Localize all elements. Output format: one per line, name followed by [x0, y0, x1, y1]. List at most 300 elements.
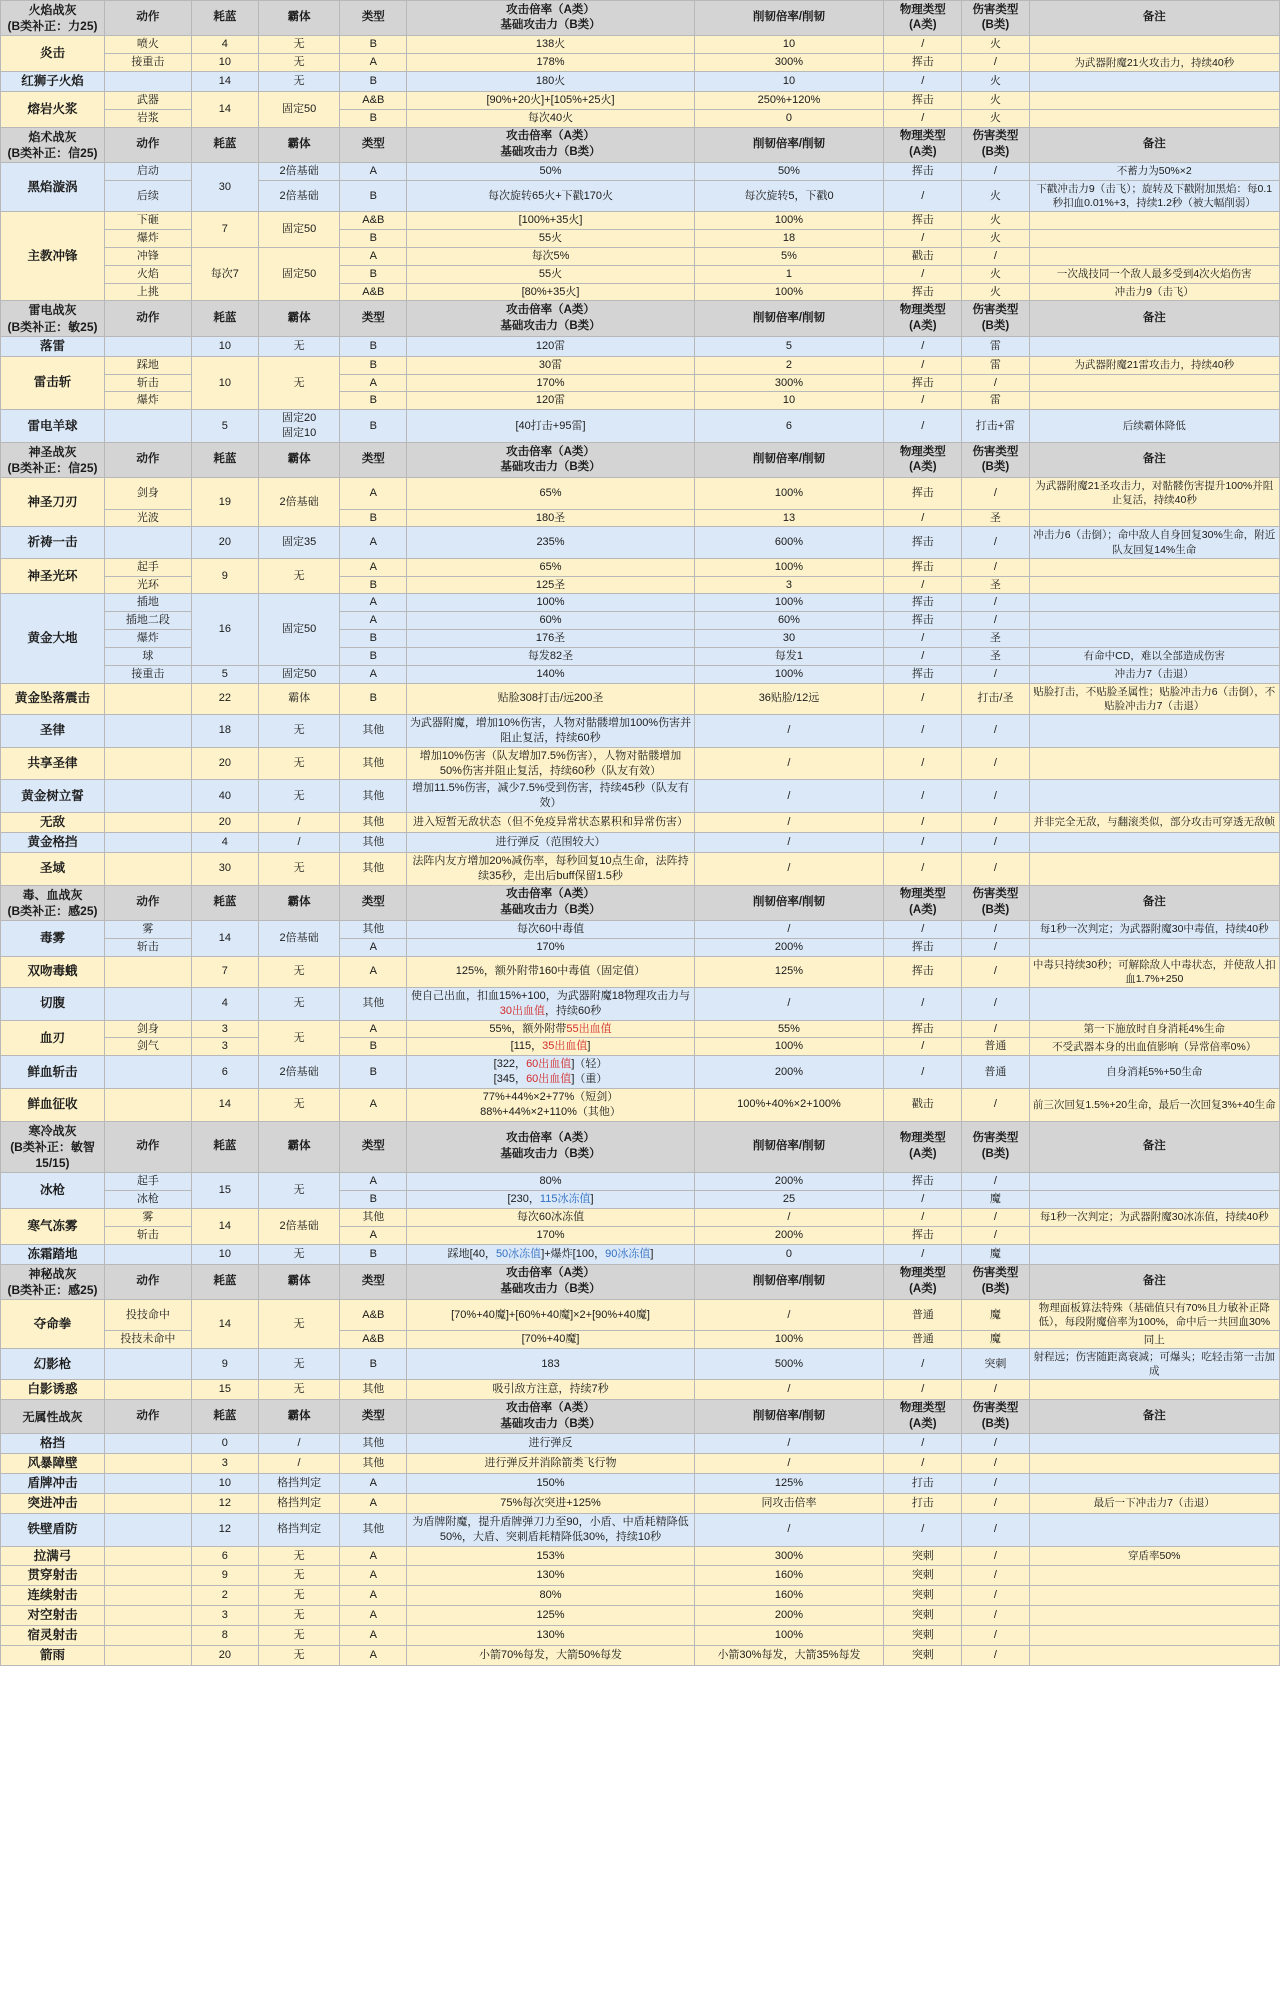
table-row [1, 212, 1280, 230]
cell-attack-value: 60% [407, 612, 694, 630]
cell-type: A [340, 163, 407, 181]
table-row [1, 1586, 1280, 1606]
cell-type: B [340, 509, 407, 527]
cell-fp-cost: 3 [191, 1454, 258, 1474]
cell-poise: 2倍基础 [258, 163, 339, 181]
section-header-row [1, 885, 1280, 920]
cell-note [1029, 576, 1279, 594]
cell-physical-type: / [884, 1244, 962, 1264]
cell-note: 同上 [1029, 1331, 1279, 1349]
cell-fp-cost: 3 [191, 1020, 258, 1038]
cell-fp-cost: 3 [191, 1606, 258, 1626]
cell-poise: 霸体 [258, 683, 339, 714]
cell-physical-type: / [884, 1513, 962, 1546]
cell-poise: 无 [258, 1626, 339, 1646]
cell-fp-cost: 每次7 [191, 247, 258, 301]
cell-damage-type: 火 [962, 36, 1029, 54]
cell-stagger-value: / [694, 715, 884, 748]
table-row [1, 683, 1280, 714]
cell-type: 其他 [340, 987, 407, 1020]
cell-attack-value: 130% [407, 1626, 694, 1646]
cell-stagger-value: / [694, 1380, 884, 1400]
skill-name: 黑焰漩涡 [1, 163, 105, 212]
cell-damage-type: 火 [962, 283, 1029, 301]
cell-poise: 固定50 [258, 91, 339, 127]
cell-damage-type: / [962, 715, 1029, 748]
cell-physical-type: 挥击 [884, 1226, 962, 1244]
cell-attack-value: 增加10%伤害（队友增加7.5%伤害），人物对骷髅增加50%伤害并阻止复活，持续60秒（队友有效） [407, 747, 694, 780]
table-row [1, 54, 1280, 72]
cell-damage-type: / [962, 1493, 1029, 1513]
cell-fp-cost: 14 [191, 1208, 258, 1244]
cell-poise: / [258, 813, 339, 833]
table-row [1, 1434, 1280, 1454]
cell-note [1029, 630, 1279, 648]
col-header-physical-type: 物理类型 (A类) [884, 127, 962, 162]
cell-action [105, 1513, 192, 1546]
cell-damage-type: / [962, 1020, 1029, 1038]
section-title-occult: 神秘战灰 (B类补正：感25) [1, 1264, 105, 1299]
cell-physical-type: 挥击 [884, 54, 962, 72]
cell-damage-type: 火 [962, 265, 1029, 283]
cell-stagger-value: 25 [694, 1191, 884, 1209]
cell-type: 其他 [340, 1208, 407, 1226]
cell-damage-type: / [962, 558, 1029, 576]
cell-action: 喷火 [105, 36, 192, 54]
cell-attack-value: 125圣 [407, 576, 694, 594]
col-header-type: 类型 [340, 442, 407, 477]
cell-damage-type: / [962, 813, 1029, 833]
skill-name: 主教冲锋 [1, 212, 105, 301]
cell-action [105, 780, 192, 813]
cell-attack-value: 55火 [407, 230, 694, 248]
cell-physical-type: / [884, 356, 962, 374]
cell-note [1029, 1566, 1279, 1586]
cell-attack-value: [70%+40魔]+[60%+40魔]×2+[90%+40魔] [407, 1299, 694, 1330]
col-header-note: 备注 [1029, 1400, 1279, 1434]
cell-attack-value: [40打击+95雷] [407, 410, 694, 443]
table-row [1, 1349, 1280, 1380]
cell-attack-value: 65% [407, 558, 694, 576]
cell-stagger-value: 5 [694, 336, 884, 356]
cell-attack-value: 180火 [407, 72, 694, 92]
cell-note [1029, 1191, 1279, 1209]
cell-poise: 2倍基础 [258, 478, 339, 527]
cell-type: 其他 [340, 1513, 407, 1546]
cell-action: 启动 [105, 163, 192, 181]
cell-poise: 无 [258, 36, 339, 54]
cell-attack-value: 138火 [407, 36, 694, 54]
cell-stagger-value: 100% [694, 1626, 884, 1646]
skill-name: 黄金树立誓 [1, 780, 105, 813]
skill-name: 箭雨 [1, 1645, 105, 1665]
cell-stagger-value: 每次旋转5，下戳0 [694, 180, 884, 211]
cell-note [1029, 612, 1279, 630]
cell-type: A [340, 1226, 407, 1244]
cell-action: 球 [105, 648, 192, 666]
cell-fp-cost: 9 [191, 558, 258, 594]
table-row [1, 1299, 1280, 1330]
cell-note [1029, 36, 1279, 54]
col-header-damage-type: 伤害类型 (B类) [962, 1, 1029, 36]
skill-name: 格挡 [1, 1434, 105, 1454]
cell-damage-type: / [962, 247, 1029, 265]
cell-action [105, 683, 192, 714]
cell-attack-value: 踩地[40，50冰冻值]+爆炸[100，90冰冻值] [407, 1244, 694, 1264]
cell-physical-type: 突刺 [884, 1546, 962, 1566]
cell-note: 并非完全无敌，与翻滚类似，部分攻击可穿透无敌帧 [1029, 813, 1279, 833]
cell-attack-value: 65% [407, 478, 694, 509]
col-header-attack: 攻击倍率（A类） 基础攻击力（B类） [407, 301, 694, 336]
cell-physical-type: 突刺 [884, 1566, 962, 1586]
cell-damage-type: 魔 [962, 1244, 1029, 1264]
col-header-damage-type: 伤害类型 (B类) [962, 1121, 1029, 1173]
cell-fp-cost: 3 [191, 1038, 258, 1056]
cell-damage-type: 圣 [962, 648, 1029, 666]
cell-fp-cost: 14 [191, 1299, 258, 1348]
cell-type: A [340, 1626, 407, 1646]
cell-physical-type: / [884, 410, 962, 443]
cell-poise: 无 [258, 987, 339, 1020]
cell-action [105, 1434, 192, 1454]
cell-poise: 无 [258, 747, 339, 780]
cell-poise: 无 [258, 336, 339, 356]
cell-type: 其他 [340, 920, 407, 938]
cell-action: 下砸 [105, 212, 192, 230]
cell-attack-value: 法阵内友方增加20%减伤率，每秒回复10点生命，法阵持续35秒，走出后buff保留1.5秒 [407, 852, 694, 885]
cell-stagger-value: 5% [694, 247, 884, 265]
cell-attack-value: 55火 [407, 265, 694, 283]
cell-damage-type: 圣 [962, 509, 1029, 527]
cell-note: 物理面板算法特殊（基础值只有70%且力敏补正降低），每段附魔倍率为100%，命中后一共回血30% [1029, 1299, 1279, 1330]
cell-note: 不受武器本身的出血值影响（异常倍率0%） [1029, 1038, 1279, 1056]
cell-physical-type: 挥击 [884, 163, 962, 181]
col-header-physical-type: 物理类型 (A类) [884, 301, 962, 336]
cell-note: 为武器附魔21雷攻击力，持续40秒 [1029, 356, 1279, 374]
cell-stagger-value: 0 [694, 109, 884, 127]
cell-physical-type: 戳击 [884, 247, 962, 265]
cell-note: 冲击力7（击退） [1029, 665, 1279, 683]
cell-type: 其他 [340, 832, 407, 852]
table-row [1, 1020, 1280, 1038]
cell-note [1029, 1434, 1279, 1454]
cell-attack-value: 125% [407, 1606, 694, 1626]
cell-note [1029, 832, 1279, 852]
table-row [1, 36, 1280, 54]
cell-note: 贴脸打击，不贴脸圣属性；贴脸冲击力6（击倒），不贴脸冲击力7（击退） [1029, 683, 1279, 714]
table-row [1, 747, 1280, 780]
cell-stagger-value: 30 [694, 630, 884, 648]
cell-action: 光环 [105, 576, 192, 594]
cell-note: 后续霸体降低 [1029, 410, 1279, 443]
cell-physical-type: / [884, 630, 962, 648]
cell-type: B [340, 230, 407, 248]
table-body [1, 1, 1280, 1666]
cell-stagger-value: / [694, 1299, 884, 1330]
col-header-fp: 耗蓝 [191, 1, 258, 36]
cell-damage-type: 魔 [962, 1299, 1029, 1330]
cell-physical-type: / [884, 336, 962, 356]
cell-physical-type: 挥击 [884, 374, 962, 392]
cell-action: 雾 [105, 1208, 192, 1226]
skill-name: 鲜血斩击 [1, 1056, 105, 1089]
table-row [1, 527, 1280, 558]
cell-type: A [340, 247, 407, 265]
cell-physical-type: / [884, 832, 962, 852]
skill-name: 雷电羊球 [1, 410, 105, 443]
skill-name: 幻影枪 [1, 1349, 105, 1380]
section-header-row [1, 1264, 1280, 1299]
cell-stagger-value: 10 [694, 36, 884, 54]
section-title-cold: 寒冷战灰 (B类补正：敏智 15/15) [1, 1121, 105, 1173]
cell-note: 最后一下冲击力7（击退） [1029, 1493, 1279, 1513]
cell-fp-cost: 30 [191, 163, 258, 212]
cell-note [1029, 509, 1279, 527]
cell-physical-type: / [884, 1038, 962, 1056]
section-title-standard: 无属性战灰 [1, 1400, 105, 1434]
cell-physical-type: 挥击 [884, 558, 962, 576]
section-title-sacred: 神圣战灰 (B类补正：信25) [1, 442, 105, 477]
cell-attack-value: 100% [407, 594, 694, 612]
section-header-row [1, 1, 1280, 36]
table-row [1, 163, 1280, 181]
skill-name: 切腹 [1, 987, 105, 1020]
cell-type: 其他 [340, 715, 407, 748]
col-header-note: 备注 [1029, 301, 1279, 336]
cell-physical-type: / [884, 715, 962, 748]
skill-name: 雷击斩 [1, 356, 105, 410]
cell-physical-type: 突刺 [884, 1626, 962, 1646]
cell-stagger-value: 100% [694, 558, 884, 576]
cell-note [1029, 594, 1279, 612]
skill-name: 铁壁盾防 [1, 1513, 105, 1546]
table-row [1, 987, 1280, 1020]
section-header-row [1, 301, 1280, 336]
cell-note: 每1秒一次判定；为武器附魔30中毒值，持续40秒 [1029, 920, 1279, 938]
skill-name: 冻霜踏地 [1, 1244, 105, 1264]
cell-type: 其他 [340, 852, 407, 885]
cell-poise: 固定20 固定10 [258, 410, 339, 443]
cell-stagger-value: 200% [694, 1173, 884, 1191]
cell-stagger-value: 100% [694, 283, 884, 301]
col-header-fp: 耗蓝 [191, 885, 258, 920]
cell-damage-type: / [962, 594, 1029, 612]
cell-physical-type: 普通 [884, 1331, 962, 1349]
table-row [1, 1208, 1280, 1226]
cell-type: A [340, 665, 407, 683]
cell-fp-cost: 12 [191, 1493, 258, 1513]
cell-physical-type: / [884, 683, 962, 714]
cell-attack-value: 77%+44%×2+77%（短剑） 88%+44%×2+110%（其他） [407, 1089, 694, 1122]
skill-name: 圣律 [1, 715, 105, 748]
cell-type: A [340, 594, 407, 612]
cell-note [1029, 715, 1279, 748]
cell-type: A [340, 374, 407, 392]
cell-type: B [340, 648, 407, 666]
table-row [1, 91, 1280, 109]
cell-note [1029, 938, 1279, 956]
cell-note: 第一下施放时自身消耗4%生命 [1029, 1020, 1279, 1038]
cell-action: 斩击 [105, 1226, 192, 1244]
cell-physical-type: 打击 [884, 1474, 962, 1494]
cell-action [105, 1586, 192, 1606]
cell-note: 一次战技同一个敌人最多受到4次火焰伤害 [1029, 265, 1279, 283]
cell-action: 冲锋 [105, 247, 192, 265]
col-header-damage-type: 伤害类型 (B类) [962, 127, 1029, 162]
col-header-stagger: 削韧倍率/削韧 [694, 127, 884, 162]
cell-type: B [340, 336, 407, 356]
col-header-action: 动作 [105, 127, 192, 162]
cell-damage-type: 普通 [962, 1038, 1029, 1056]
table-row [1, 478, 1280, 509]
cell-action [105, 832, 192, 852]
cell-damage-type: / [962, 938, 1029, 956]
table-row [1, 1546, 1280, 1566]
col-header-attack: 攻击倍率（A类） 基础攻击力（B类） [407, 1264, 694, 1299]
col-header-action: 动作 [105, 1400, 192, 1434]
cell-fp-cost: 14 [191, 920, 258, 956]
cell-stagger-value: / [694, 832, 884, 852]
col-header-type: 类型 [340, 885, 407, 920]
skill-name: 炎击 [1, 36, 105, 72]
cell-physical-type: / [884, 852, 962, 885]
cell-physical-type: 挥击 [884, 612, 962, 630]
cell-note [1029, 1513, 1279, 1546]
col-header-physical-type: 物理类型 (A类) [884, 885, 962, 920]
cell-fp-cost: 20 [191, 527, 258, 558]
cell-stagger-value: 200% [694, 938, 884, 956]
col-header-fp: 耗蓝 [191, 1264, 258, 1299]
cell-type: A&B [340, 91, 407, 109]
cell-damage-type: 火 [962, 109, 1029, 127]
cell-damage-type: 普通 [962, 1056, 1029, 1089]
table-row [1, 1244, 1280, 1264]
cell-action: 岩浆 [105, 109, 192, 127]
cell-poise: 无 [258, 1606, 339, 1626]
cell-stagger-value: 100% [694, 1038, 884, 1056]
cell-type: 其他 [340, 1380, 407, 1400]
cell-attack-value: 30雷 [407, 356, 694, 374]
section-title-poison-blood: 毒、血战灰 (B类补正：感25) [1, 885, 105, 920]
cell-type: A&B [340, 1331, 407, 1349]
cell-stagger-value: 50% [694, 163, 884, 181]
cell-stagger-value: 200% [694, 1226, 884, 1244]
cell-fp-cost: 14 [191, 72, 258, 92]
cell-attack-value: 使自己出血，扣血15%+100，为武器附魔18物理攻击力与30出血值，持续60秒 [407, 987, 694, 1020]
cell-stagger-value: 60% [694, 612, 884, 630]
cell-fp-cost: 20 [191, 813, 258, 833]
section-header-row [1, 1400, 1280, 1434]
section-title-lightning: 雷电战灰 (B类补正：敏25) [1, 301, 105, 336]
cell-stagger-value: 18 [694, 230, 884, 248]
cell-fp-cost: 7 [191, 956, 258, 987]
skill-name: 鲜血征收 [1, 1089, 105, 1122]
table-row [1, 1566, 1280, 1586]
table-row [1, 780, 1280, 813]
cell-attack-value: 每发82圣 [407, 648, 694, 666]
cell-fp-cost: 10 [191, 356, 258, 410]
table-row [1, 356, 1280, 374]
cell-type: A [340, 612, 407, 630]
cell-stagger-value: 每发1 [694, 648, 884, 666]
col-header-attack: 攻击倍率（A类） 基础攻击力（B类） [407, 1400, 694, 1434]
cell-note [1029, 230, 1279, 248]
cell-physical-type: 挥击 [884, 527, 962, 558]
table-row [1, 920, 1280, 938]
cell-note [1029, 1586, 1279, 1606]
col-header-attack: 攻击倍率（A类） 基础攻击力（B类） [407, 1, 694, 36]
cell-fp-cost: 20 [191, 747, 258, 780]
cell-type: A&B [340, 283, 407, 301]
section-header-row [1, 1121, 1280, 1173]
cell-note: 有命中CD，难以全部造成伤害 [1029, 648, 1279, 666]
col-header-note: 备注 [1029, 1, 1279, 36]
cell-action [105, 956, 192, 987]
cell-note [1029, 1474, 1279, 1494]
cell-damage-type: / [962, 1546, 1029, 1566]
cell-stagger-value: 6 [694, 410, 884, 443]
cell-stagger-value: 10 [694, 392, 884, 410]
cell-action [105, 1454, 192, 1474]
cell-poise: / [258, 1454, 339, 1474]
cell-action: 剑气 [105, 1038, 192, 1056]
cell-stagger-value: 500% [694, 1349, 884, 1380]
cell-stagger-value: 100% [694, 594, 884, 612]
table-row [1, 72, 1280, 92]
cell-poise: 无 [258, 1173, 339, 1209]
cell-note [1029, 1226, 1279, 1244]
cell-stagger-value: 125% [694, 1474, 884, 1494]
cell-action: 后续 [105, 180, 192, 211]
cell-fp-cost: 9 [191, 1349, 258, 1380]
skill-name: 夺命拳 [1, 1299, 105, 1348]
cell-damage-type: / [962, 1645, 1029, 1665]
skill-name: 红狮子火焰 [1, 72, 105, 92]
cell-fp-cost: 4 [191, 987, 258, 1020]
col-header-type: 类型 [340, 1400, 407, 1434]
cell-physical-type: 挥击 [884, 1173, 962, 1191]
cell-attack-value: 170% [407, 374, 694, 392]
cell-attack-value: [230，115冰冻值] [407, 1191, 694, 1209]
cell-physical-type: 挥击 [884, 956, 962, 987]
cell-fp-cost: 15 [191, 1173, 258, 1209]
cell-attack-value: 贴脸308打击/远200圣 [407, 683, 694, 714]
cell-fp-cost: 22 [191, 683, 258, 714]
cell-poise: 2倍基础 [258, 1208, 339, 1244]
cell-note [1029, 1380, 1279, 1400]
cell-type: A [340, 1586, 407, 1606]
cell-fp-cost: 40 [191, 780, 258, 813]
cell-stagger-value: / [694, 920, 884, 938]
cell-physical-type: 打击 [884, 1493, 962, 1513]
col-header-stagger: 削韧倍率/削韧 [694, 442, 884, 477]
col-header-action: 动作 [105, 1121, 192, 1173]
cell-physical-type: 戳击 [884, 1089, 962, 1122]
cell-physical-type: / [884, 109, 962, 127]
cell-stagger-value: 小箭30%每发，大箭35%每发 [694, 1645, 884, 1665]
table-row [1, 1626, 1280, 1646]
cell-stagger-value: 125% [694, 956, 884, 987]
cell-type: B [340, 576, 407, 594]
cell-fp-cost: 12 [191, 1513, 258, 1546]
cell-damage-type: 魔 [962, 1331, 1029, 1349]
cell-damage-type: 雷 [962, 336, 1029, 356]
cell-type: B [340, 392, 407, 410]
cell-poise: 无 [258, 72, 339, 92]
table-row [1, 1380, 1280, 1400]
cell-stagger-value: / [694, 987, 884, 1020]
cell-type: A [340, 1493, 407, 1513]
